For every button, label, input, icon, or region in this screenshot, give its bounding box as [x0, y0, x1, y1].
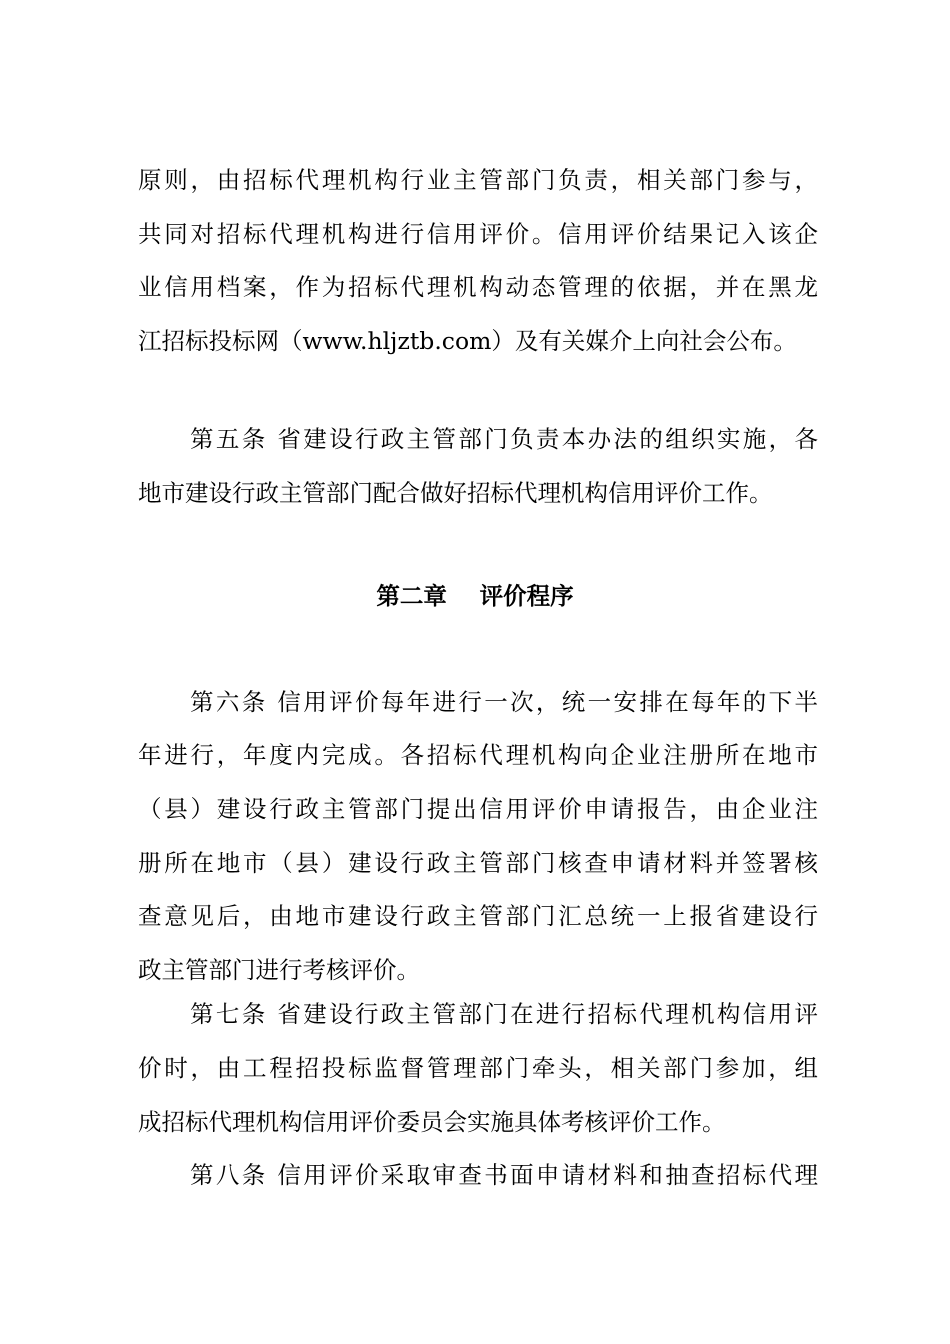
article-6-line: （县）建设行政主管部门提出信用评价申请报告，由企业注: [138, 795, 818, 823]
article-7-line: 价时，由工程招投标监督管理部门牵头，相关部门参加，组: [138, 1054, 818, 1082]
article-7-line: 成招标代理机构信用评价委员会实施具体考核评价工作。: [138, 1108, 726, 1136]
article-6-line: 年进行，年度内完成。各招标代理机构向企业注册所在地市: [138, 741, 818, 769]
article-6-line: 第六条 信用评价每年进行一次，统一安排在每年的下半: [190, 688, 818, 716]
paragraph-line: 原则，由招标代理机构行业主管部门负责，相关部门参与，: [138, 166, 818, 194]
paragraph-line: 江招标投标网（www.hljztb.com）及有关媒介上向社会公布。: [138, 327, 797, 355]
article-6-line: 查意见后，由地市建设行政主管部门汇总统一上报省建设行: [138, 902, 818, 930]
article-7-line: 第七条 省建设行政主管部门在进行招标代理机构信用评: [190, 1000, 818, 1028]
paragraph-line: 共同对招标代理机构进行信用评价。信用评价结果记入该企: [138, 220, 818, 248]
article-5-line: 第五条 省建设行政主管部门负责本办法的组织实施，各: [190, 425, 818, 453]
article-6-line: 册所在地市（县）建设行政主管部门核查申请材料并签署核: [138, 849, 818, 877]
chapter-heading: 第二章 评价程序: [376, 582, 574, 610]
article-8-line: 第八条 信用评价采取审查书面申请材料和抽查招标代理: [190, 1161, 818, 1189]
article-5-line: 地市建设行政主管部门配合做好招标代理机构信用评价工作。: [138, 479, 773, 507]
article-6-line: 政主管部门进行考核评价。: [138, 956, 420, 984]
paragraph-line: 业信用档案，作为招标代理机构动态管理的依据，并在黑龙: [138, 273, 818, 301]
